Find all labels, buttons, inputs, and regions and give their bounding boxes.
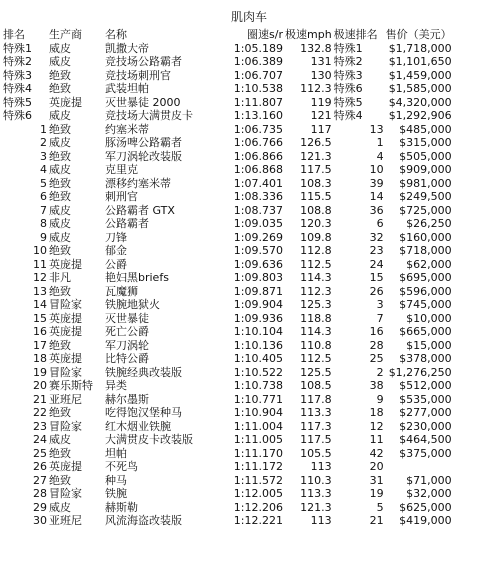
cell-rank: 1 xyxy=(40,122,47,136)
cell-price: $535,000 xyxy=(399,392,452,406)
cell-speed-rank: 13 xyxy=(369,122,384,136)
cell-maker: 绝致 xyxy=(49,82,71,96)
table-row xyxy=(2,312,453,326)
cell-maker: 英庞提 xyxy=(49,460,82,474)
cell-lap: 1:10.104 xyxy=(233,325,283,339)
cell-speed: 114.3 xyxy=(300,271,332,285)
cell-speed-rank: 31 xyxy=(369,473,384,487)
cell-lap: 1:06.389 xyxy=(233,55,283,69)
cell-speed: 110.8 xyxy=(300,338,332,352)
cell-speed: 105.5 xyxy=(300,446,332,460)
cell-lap: 1:09.803 xyxy=(233,271,283,285)
cell-speed-rank: 9 xyxy=(376,392,384,406)
cell-speed: 121 xyxy=(310,109,332,123)
table-row xyxy=(2,366,453,380)
cell-price: $1,718,000 xyxy=(388,41,452,55)
cell-speed: 109.8 xyxy=(300,230,332,244)
cell-name: 铁腕地狱火 xyxy=(105,298,160,312)
cell-speed: 117.5 xyxy=(300,433,332,447)
cell-lap: 1:10.904 xyxy=(233,406,283,420)
cell-lap: 1:13.160 xyxy=(233,109,283,123)
cell-maker: 绝致 xyxy=(49,122,71,136)
header-price: 售价（美元） xyxy=(385,28,452,42)
cell-price: $15,000 xyxy=(406,338,452,352)
cell-price: $1,585,000 xyxy=(388,82,452,96)
cell-lap: 1:11.807 xyxy=(233,95,283,109)
cell-rank: 20 xyxy=(33,379,47,393)
cell-rank: 5 xyxy=(40,176,47,190)
cell-speed: 118.8 xyxy=(300,311,332,325)
cell-rank: 9 xyxy=(40,230,47,244)
cell-lap: 1:10.771 xyxy=(233,392,283,406)
cell-lap: 1:05.189 xyxy=(233,41,283,55)
cell-rank: 11 xyxy=(33,257,47,271)
cell-name: 公路霸者 GTX xyxy=(105,203,175,217)
cell-speed-rank: 特殊6 xyxy=(333,82,363,96)
cell-speed: 112.8 xyxy=(300,244,332,258)
cell-lap: 1:11.572 xyxy=(233,473,283,487)
cell-speed-rank: 特殊4 xyxy=(333,109,363,123)
cell-speed: 132.8 xyxy=(300,41,332,55)
cell-speed-rank: 32 xyxy=(369,230,384,244)
cell-name: 灭世暴徒 2000 xyxy=(105,95,181,109)
cell-lap: 1:11.005 xyxy=(233,433,283,447)
cell-speed-rank: 16 xyxy=(369,325,384,339)
table-row xyxy=(2,231,453,245)
cell-speed: 119 xyxy=(310,95,332,109)
cell-lap: 1:09.904 xyxy=(233,298,283,312)
sheet-title: 肌肉车 xyxy=(230,10,267,24)
cell-rank: 28 xyxy=(33,487,47,501)
cell-speed: 117.3 xyxy=(300,419,332,433)
cell-lap: 1:10.405 xyxy=(233,352,283,366)
cell-maker: 冒险家 xyxy=(49,298,82,312)
cell-name: 军刀涡轮改装版 xyxy=(105,149,182,163)
cell-lap: 1:06.766 xyxy=(233,136,283,150)
table-row xyxy=(2,204,453,218)
cell-price: $315,000 xyxy=(399,136,452,150)
cell-rank: 15 xyxy=(33,311,47,325)
cell-lap: 1:07.401 xyxy=(233,176,283,190)
cell-name: 郁金 xyxy=(105,244,127,258)
cell-rank: 13 xyxy=(33,284,47,298)
cell-maker: 威皮 xyxy=(49,230,71,244)
cell-name: 武装坦帕 xyxy=(105,82,149,96)
cell-maker: 绝致 xyxy=(49,284,71,298)
table-row xyxy=(2,136,453,150)
cell-price: $1,101,650 xyxy=(388,55,452,69)
cell-price: $4,320,000 xyxy=(388,95,452,109)
table-row xyxy=(2,447,453,461)
cell-rank: 27 xyxy=(33,473,47,487)
table-row xyxy=(2,55,453,69)
cell-name: 铁腕经典改装版 xyxy=(105,365,182,379)
cell-maker: 绝致 xyxy=(49,190,71,204)
table-row xyxy=(2,487,453,501)
cell-speed: 108.5 xyxy=(300,379,332,393)
cell-maker: 绝致 xyxy=(49,446,71,460)
cell-maker: 非凡 xyxy=(49,271,71,285)
cell-speed-rank: 特殊3 xyxy=(333,68,363,82)
cell-name: 竞技场刺刑官 xyxy=(105,68,171,82)
cell-price: $745,000 xyxy=(399,298,452,312)
cell-price: $230,000 xyxy=(399,419,452,433)
cell-speed: 125.3 xyxy=(300,298,332,312)
cell-name: 死亡公爵 xyxy=(105,325,149,339)
table-row xyxy=(2,379,453,393)
table-row xyxy=(2,339,453,353)
cell-maker: 亚班尼 xyxy=(49,392,82,406)
table-row xyxy=(2,285,453,299)
cell-rank: 24 xyxy=(33,433,47,447)
cell-name: 赫斯勒 xyxy=(105,500,138,514)
cell-price: $160,000 xyxy=(399,230,452,244)
cell-speed: 110.3 xyxy=(300,473,332,487)
cell-name: 铁腕 xyxy=(105,487,127,501)
cell-rank: 12 xyxy=(33,271,47,285)
cell-speed-rank: 23 xyxy=(369,244,384,258)
cell-lap: 1:11.172 xyxy=(233,460,283,474)
cell-rank: 3 xyxy=(40,149,47,163)
cell-speed: 108.3 xyxy=(300,176,332,190)
cell-name: 大满贯皮卡改装版 xyxy=(105,433,193,447)
cell-lap: 1:10.538 xyxy=(233,82,283,96)
cell-price: $625,000 xyxy=(399,500,452,514)
header-speed-rank: 极速排名 xyxy=(333,28,378,42)
cell-speed: 121.3 xyxy=(300,149,332,163)
cell-price: $909,000 xyxy=(399,163,452,177)
cell-price: $1,276,250 xyxy=(388,365,452,379)
cell-maker: 冒险家 xyxy=(49,365,82,379)
cell-lap: 1:06.868 xyxy=(233,163,283,177)
cell-speed: 108.8 xyxy=(300,203,332,217)
cell-lap: 1:06.735 xyxy=(233,122,283,136)
cell-speed-rank: 4 xyxy=(376,149,384,163)
cell-rank: 4 xyxy=(40,163,47,177)
cell-rank: 特殊5 xyxy=(3,95,32,109)
cell-price: $596,000 xyxy=(399,284,452,298)
cell-lap: 1:09.936 xyxy=(233,311,283,325)
table-row xyxy=(2,177,453,191)
cell-maker: 英庞提 xyxy=(49,325,82,339)
cell-speed-rank: 21 xyxy=(369,514,384,528)
cell-price: $718,000 xyxy=(399,244,452,258)
cell-rank: 23 xyxy=(33,419,47,433)
cell-lap: 1:08.737 xyxy=(233,203,283,217)
cell-name: 约塞米蒂 xyxy=(105,122,149,136)
cell-price: $505,000 xyxy=(399,149,452,163)
cell-price: $464,500 xyxy=(399,433,452,447)
header-name: 名称 xyxy=(105,28,127,42)
cell-speed-rank: 39 xyxy=(369,176,384,190)
cell-maker: 绝致 xyxy=(49,244,71,258)
cell-lap: 1:10.738 xyxy=(233,379,283,393)
table-body xyxy=(2,42,453,528)
table-row xyxy=(2,123,453,137)
cell-speed-rank: 28 xyxy=(369,338,384,352)
cell-price: $249,500 xyxy=(399,190,452,204)
cell-name: 不死鸟 xyxy=(105,460,138,474)
cell-price xyxy=(385,460,453,474)
cell-rank: 6 xyxy=(40,190,47,204)
table-row xyxy=(2,460,453,474)
cell-speed-rank: 42 xyxy=(369,446,384,460)
cell-rank: 19 xyxy=(33,365,47,379)
cell-maker: 威皮 xyxy=(49,500,71,514)
table-row xyxy=(2,298,453,312)
cell-name: 漂移约塞米蒂 xyxy=(105,176,171,190)
cell-lap: 1:11.004 xyxy=(233,419,283,433)
cell-lap: 1:12.221 xyxy=(233,514,283,528)
cell-price: $485,000 xyxy=(399,122,452,136)
cell-speed-rank: 12 xyxy=(369,419,384,433)
cell-rank: 8 xyxy=(40,217,47,231)
cell-price: $695,000 xyxy=(399,271,452,285)
cell-speed-rank: 24 xyxy=(369,257,384,271)
cell-speed: 113 xyxy=(310,460,332,474)
cell-price: $419,000 xyxy=(399,514,452,528)
cell-name: 种马 xyxy=(105,473,127,487)
cell-rank: 2 xyxy=(40,136,47,150)
cell-speed: 121.3 xyxy=(300,500,332,514)
cell-rank: 特殊6 xyxy=(3,109,32,123)
cell-name: 竞技场公路霸者 xyxy=(105,55,182,69)
table-row xyxy=(2,42,453,56)
cell-maker: 绝致 xyxy=(49,176,71,190)
table-row xyxy=(2,163,453,177)
header-maker: 生产商 xyxy=(49,28,82,42)
cell-price: $375,000 xyxy=(399,446,452,460)
table-row xyxy=(2,271,453,285)
cell-name: 赫尔墨斯 xyxy=(105,392,149,406)
table-row xyxy=(2,420,453,434)
cell-maker: 英庞提 xyxy=(49,352,82,366)
cell-speed: 113 xyxy=(310,514,332,528)
cell-lap: 1:09.035 xyxy=(233,217,283,231)
cell-rank: 特殊1 xyxy=(3,41,32,55)
cell-lap: 1:10.136 xyxy=(233,338,283,352)
cell-name: 凯撒大帝 xyxy=(105,41,149,55)
cell-speed: 113.3 xyxy=(300,487,332,501)
cell-speed-rank: 14 xyxy=(369,190,384,204)
header-row xyxy=(2,28,453,42)
cell-speed: 117.5 xyxy=(300,163,332,177)
table-row xyxy=(2,96,453,110)
table-row xyxy=(2,514,453,528)
cell-name: 坦帕 xyxy=(105,446,127,460)
cell-rank: 25 xyxy=(33,446,47,460)
cell-speed: 130 xyxy=(310,68,332,82)
cell-speed-rank: 20 xyxy=(369,460,384,474)
cell-lap: 1:10.522 xyxy=(233,365,283,379)
cell-rank: 21 xyxy=(33,392,47,406)
cell-name: 比特公爵 xyxy=(105,352,149,366)
table-row xyxy=(2,325,453,339)
cell-price: $10,000 xyxy=(406,311,452,325)
cell-speed-rank: 10 xyxy=(369,163,384,177)
cell-speed-rank: 11 xyxy=(369,433,384,447)
cell-rank: 特殊3 xyxy=(3,68,32,82)
cell-name: 豚汤啤公路霸者 xyxy=(105,136,182,150)
cell-maker: 威皮 xyxy=(49,136,71,150)
cell-lap: 1:09.871 xyxy=(233,284,283,298)
cell-price: $981,000 xyxy=(399,176,452,190)
cell-price: $1,292,906 xyxy=(388,109,452,123)
cell-lap: 1:06.866 xyxy=(233,149,283,163)
cell-name: 军刀涡轮 xyxy=(105,338,149,352)
table-row xyxy=(2,190,453,204)
cell-maker: 英庞提 xyxy=(49,257,82,271)
cell-lap: 1:09.570 xyxy=(233,244,283,258)
cell-maker: 威皮 xyxy=(49,433,71,447)
cell-lap: 1:12.005 xyxy=(233,487,283,501)
cell-name: 艳妇黑briefs xyxy=(105,271,169,285)
cell-maker: 绝致 xyxy=(49,149,71,163)
cell-speed-rank: 38 xyxy=(369,379,384,393)
cell-maker: 绝致 xyxy=(49,473,71,487)
cell-speed-rank: 2 xyxy=(376,365,384,379)
table-row xyxy=(2,217,453,231)
cell-speed: 126.5 xyxy=(300,136,332,150)
cell-lap: 1:12.206 xyxy=(233,500,283,514)
cell-lap: 1:06.707 xyxy=(233,68,283,82)
table-row xyxy=(2,82,453,96)
cell-rank: 14 xyxy=(33,298,47,312)
table-row xyxy=(2,150,453,164)
cell-maker: 绝致 xyxy=(49,338,71,352)
cell-price: $71,000 xyxy=(406,473,452,487)
cell-name: 红木烟业铁腕 xyxy=(105,419,171,433)
cell-speed: 120.3 xyxy=(300,217,332,231)
cell-speed-rank: 5 xyxy=(376,500,384,514)
cell-price: $725,000 xyxy=(399,203,452,217)
cell-speed-rank: 15 xyxy=(369,271,384,285)
cell-speed-rank: 7 xyxy=(376,311,384,325)
cell-maker: 绝致 xyxy=(49,406,71,420)
header-lap: 圈速s/r xyxy=(247,28,283,42)
cell-rank: 10 xyxy=(33,244,47,258)
cell-rank: 7 xyxy=(40,203,47,217)
cell-rank: 26 xyxy=(33,460,47,474)
cell-speed: 131 xyxy=(310,55,332,69)
cell-speed-rank: 19 xyxy=(369,487,384,501)
cell-name: 灭世暴徒 xyxy=(105,311,149,325)
cell-maker: 亚班尼 xyxy=(49,514,82,528)
cell-rank: 16 xyxy=(33,325,47,339)
cell-name: 吃得饱汉堡种马 xyxy=(105,406,182,420)
cell-speed-rank: 1 xyxy=(376,136,384,150)
cell-price: $26,250 xyxy=(406,217,452,231)
cell-price: $665,000 xyxy=(399,325,452,339)
cell-name: 风流海盗改装版 xyxy=(105,514,182,528)
cell-price: $32,000 xyxy=(406,487,452,501)
cell-rank: 29 xyxy=(33,500,47,514)
cell-maker: 绝致 xyxy=(49,68,71,82)
table-row xyxy=(2,393,453,407)
cell-speed: 125.5 xyxy=(300,365,332,379)
cell-name: 公路霸者 xyxy=(105,217,149,231)
cell-speed: 117.8 xyxy=(300,392,332,406)
cell-name: 公爵 xyxy=(105,257,127,271)
cell-speed-rank: 36 xyxy=(369,203,384,217)
cell-maker: 冒险家 xyxy=(49,487,82,501)
cell-name: 异类 xyxy=(105,379,127,393)
cell-rank: 22 xyxy=(33,406,47,420)
cell-price: $512,000 xyxy=(399,379,452,393)
cell-maker: 英庞提 xyxy=(49,95,82,109)
cell-speed: 115.5 xyxy=(300,190,332,204)
cell-price: $378,000 xyxy=(399,352,452,366)
cell-speed: 112.3 xyxy=(300,284,332,298)
header-rank: 排名 xyxy=(3,28,25,42)
cell-rank: 30 xyxy=(33,514,47,528)
cell-speed-rank: 6 xyxy=(376,217,384,231)
cell-maker: 威皮 xyxy=(49,109,71,123)
cell-price: $277,000 xyxy=(399,406,452,420)
cell-maker: 赛乐斯特 xyxy=(49,379,93,393)
cell-maker: 威皮 xyxy=(49,41,71,55)
cell-speed-rank: 18 xyxy=(369,406,384,420)
cell-speed-rank: 26 xyxy=(369,284,384,298)
cell-speed: 112.5 xyxy=(300,352,332,366)
cell-name: 刀锋 xyxy=(105,230,127,244)
cell-lap: 1:09.636 xyxy=(233,257,283,271)
cell-speed: 112.5 xyxy=(300,257,332,271)
cell-speed-rank: 25 xyxy=(369,352,384,366)
table-row xyxy=(2,501,453,515)
cell-speed: 113.3 xyxy=(300,406,332,420)
cell-name: 竞技场大满贯皮卡 xyxy=(105,109,193,123)
cell-rank: 特殊2 xyxy=(3,55,32,69)
cell-speed: 114.3 xyxy=(300,325,332,339)
cell-rank: 特殊4 xyxy=(3,82,32,96)
muscle-car-table xyxy=(2,28,453,528)
cell-speed-rank: 特殊5 xyxy=(333,95,363,109)
cell-price: $62,000 xyxy=(406,257,452,271)
cell-speed-rank: 特殊2 xyxy=(333,55,363,69)
cell-name: 刺刑官 xyxy=(105,190,138,204)
cell-lap: 1:08.336 xyxy=(233,190,283,204)
cell-maker: 威皮 xyxy=(49,55,71,69)
table-row xyxy=(2,244,453,258)
cell-rank: 18 xyxy=(33,352,47,366)
table-row xyxy=(2,406,453,420)
cell-maker: 威皮 xyxy=(49,217,71,231)
cell-speed-rank: 3 xyxy=(376,298,384,312)
cell-maker: 威皮 xyxy=(49,163,71,177)
cell-lap: 1:11.170 xyxy=(233,446,283,460)
cell-lap: 1:09.269 xyxy=(233,230,283,244)
cell-name: 克里克 xyxy=(105,163,138,177)
table-row xyxy=(2,474,453,488)
header-speed: 极速mph xyxy=(285,28,332,42)
table-row xyxy=(2,69,453,83)
table-row xyxy=(2,352,453,366)
cell-maker: 英庞提 xyxy=(49,311,82,325)
cell-speed-rank: 特殊1 xyxy=(333,41,363,55)
cell-maker: 冒险家 xyxy=(49,419,82,433)
cell-name: 瓦魔狮 xyxy=(105,284,138,298)
cell-price: $1,459,000 xyxy=(388,68,452,82)
cell-speed: 117 xyxy=(310,122,332,136)
table-row xyxy=(2,109,453,123)
cell-maker: 威皮 xyxy=(49,203,71,217)
table-row xyxy=(2,433,453,447)
table-row xyxy=(2,258,453,272)
cell-rank: 17 xyxy=(33,338,47,352)
cell-speed: 112.3 xyxy=(300,82,332,96)
